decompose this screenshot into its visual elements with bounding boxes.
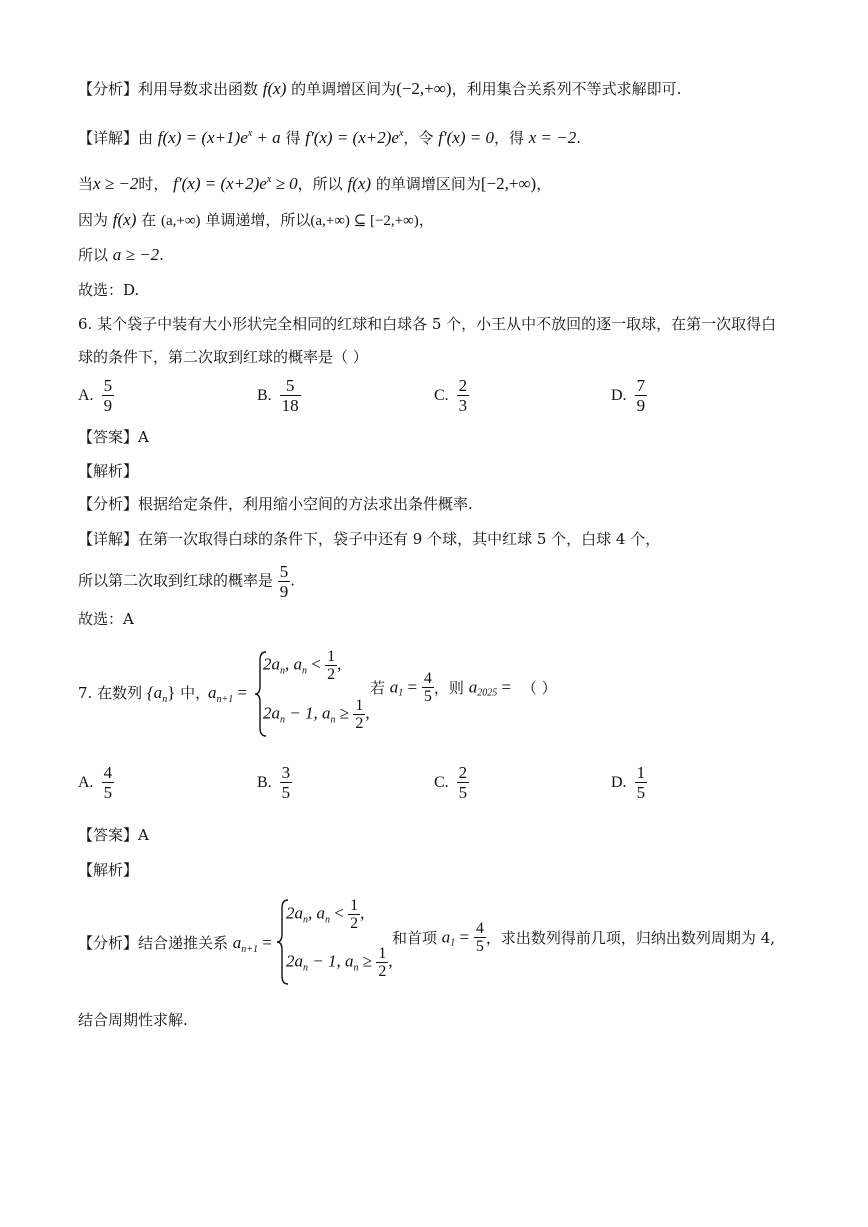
- math-eq4: x = −2: [528, 128, 577, 147]
- numerator: 4: [423, 670, 432, 687]
- math-sub: n+1: [241, 944, 259, 955]
- q6-option-c[interactable]: [434, 376, 469, 415]
- math-sub: n: [303, 962, 308, 974]
- option-fraction: [280, 376, 301, 415]
- math-sub: n: [280, 665, 285, 677]
- denominator: 3: [458, 396, 468, 415]
- math-comma: ,: [337, 654, 342, 674]
- q7-option-a[interactable]: [78, 763, 114, 802]
- math-brace: }: [167, 683, 176, 702]
- q7-jiexi: 【解析】: [78, 861, 139, 879]
- math-comma: ,: [365, 703, 370, 723]
- numerator: 5: [279, 562, 289, 581]
- math-eq: =: [258, 933, 272, 952]
- q7-analysis-mid: 和首项: [392, 929, 438, 947]
- case1-fraction: [325, 648, 337, 683]
- math-a: a: [468, 677, 478, 697]
- q5-line3-end: ，: [536, 175, 552, 193]
- math-a: a: [208, 683, 217, 702]
- math-seq: {a: [146, 683, 163, 702]
- math-sup: x: [247, 128, 253, 139]
- math-sup: x: [398, 128, 404, 139]
- q5-analysis-line: [78, 79, 681, 99]
- denominator: 2: [350, 915, 359, 932]
- math-a: a: [232, 933, 242, 952]
- math-rel: <: [330, 903, 344, 923]
- math-tail: − 1, a: [308, 951, 354, 971]
- q7-then-text: ，则: [433, 679, 464, 697]
- option-label: C.: [434, 386, 449, 404]
- q6-choose: 故选：A: [78, 610, 134, 628]
- q5-line4-end: ，: [418, 211, 434, 229]
- math-eq3: f′(x) = 0: [438, 128, 494, 147]
- q6-option-d[interactable]: [611, 376, 647, 415]
- q5-line5: [78, 245, 164, 265]
- denominator: 2: [327, 666, 336, 683]
- math-fx: f(x): [262, 79, 287, 98]
- math-fx: f(x): [347, 174, 372, 193]
- math-sub: 1: [398, 687, 404, 699]
- numerator: 3: [281, 763, 291, 782]
- q7-option-b[interactable]: [257, 763, 292, 802]
- math-a: a: [441, 927, 451, 947]
- q5-line4-mid: 单调递增，所以: [205, 211, 311, 229]
- math-cond: , a: [308, 903, 325, 923]
- math-sup: x: [266, 174, 272, 185]
- q6-analysis: 【分析】根据给定条件，利用缩小空间的方法求出条件概率.: [78, 495, 473, 513]
- math-sub: n: [330, 714, 336, 726]
- q7-option-c[interactable]: [434, 763, 469, 802]
- math-tail: + a: [252, 128, 281, 147]
- math-interval: (−2,+∞): [396, 79, 452, 98]
- numerator: 4: [475, 920, 484, 937]
- math-a: a: [389, 677, 399, 697]
- q5-detail-mid2: ，令: [403, 129, 434, 147]
- option-fraction: [280, 763, 293, 802]
- case2-fraction: [376, 945, 388, 980]
- q5-line4-in: 在: [141, 211, 157, 229]
- case2-fraction: [353, 697, 365, 732]
- q7-paren: （ ）: [521, 679, 557, 697]
- q6-detail: 【详解】在第一次取得白球的条件下，袋子中还有 9 个球，其中红球 5 个，白球 4 个，: [78, 530, 661, 548]
- math-sub: n: [280, 714, 285, 726]
- q7-analysis-prefix: [78, 933, 272, 960]
- math-comma: ,: [360, 903, 365, 923]
- denominator: 5: [636, 783, 646, 802]
- q7-analysis-case1: [286, 897, 364, 932]
- math-subset: (a,+∞) ⊆ [−2,+∞): [310, 213, 419, 229]
- q5-line3-text: 的单调增区间为: [375, 175, 481, 193]
- math-interval: [−2,+∞): [480, 174, 537, 193]
- math-sub: n: [303, 914, 308, 926]
- q5-detail-end: .: [576, 129, 582, 147]
- numerator: 1: [378, 945, 387, 962]
- q5-line5-so: 所以: [78, 246, 109, 264]
- case1-fraction: [348, 897, 360, 932]
- math-tail: ≥ 0: [271, 174, 298, 193]
- q7-initial: [370, 670, 557, 705]
- math-sub: n: [353, 962, 359, 974]
- numerator: 2: [458, 763, 468, 782]
- option-label: B.: [257, 386, 272, 404]
- q7-analysis-case2: [286, 945, 393, 980]
- option-label: A.: [78, 773, 94, 791]
- q5-line4: [78, 210, 434, 231]
- option-label: B.: [257, 773, 272, 791]
- q5-line5-end: .: [159, 246, 164, 264]
- q6-stem-line1: 6. 某个袋子中装有大小形状完全相同的红球和白球各 5 个，小王从中不放回的逐一取球，在第一次取得白: [78, 315, 777, 333]
- q5-detail-line: [78, 124, 581, 148]
- q6-answer: 【答案】A: [78, 428, 149, 446]
- numerator: 5: [280, 376, 301, 396]
- result-fraction: [278, 562, 291, 601]
- denominator: 5: [458, 783, 468, 802]
- math-sub: 2025: [477, 687, 498, 699]
- q5-line3-time: 时，: [138, 175, 169, 193]
- math-fx: f(x): [112, 210, 137, 229]
- option-label: C.: [434, 773, 449, 791]
- math-expr: 2a: [263, 703, 280, 723]
- q7-stem-prefix: [78, 683, 210, 710]
- option-fraction: [457, 763, 470, 802]
- q6-jiexi: 【解析】: [78, 462, 139, 480]
- denominator: 9: [103, 396, 113, 415]
- math-expr: 2a: [286, 903, 303, 923]
- math-comma: ,: [388, 951, 393, 971]
- math-sub: n+1: [216, 694, 234, 705]
- denominator: 9: [636, 396, 646, 415]
- option-fraction: [635, 763, 648, 802]
- numerator: 7: [636, 376, 646, 395]
- math-interval: (a,+∞): [160, 213, 201, 229]
- option-fraction: [457, 376, 470, 415]
- q7-if-text: 若: [370, 679, 386, 697]
- numerator: 1: [355, 697, 364, 714]
- math-cond: , a: [285, 654, 302, 674]
- q7-answer: 【答案】A: [78, 826, 149, 844]
- math-tail: − 1, a: [285, 703, 331, 723]
- q5-detail-mid1: 得: [285, 129, 301, 147]
- q6-option-a[interactable]: [78, 376, 114, 415]
- denominator: 5: [475, 938, 484, 955]
- q5-line3-mid: ，所以: [297, 175, 343, 193]
- q7-analysis-text: 【分析】结合递推关系: [78, 934, 229, 952]
- math-rel: <: [307, 654, 321, 674]
- q6-stem-line2: 球的条件下，第二次取到红球的概率是（ ）: [78, 348, 368, 366]
- denominator: 2: [378, 963, 387, 980]
- numerator: 1: [350, 897, 359, 914]
- denominator: 18: [281, 396, 299, 415]
- q7-analysis-tail: [392, 920, 775, 955]
- q7-option-d[interactable]: [611, 763, 647, 802]
- math-expr: 2a: [263, 654, 280, 674]
- math-sub: n: [162, 694, 168, 705]
- option-label: D.: [611, 773, 627, 791]
- math-eq: =: [455, 927, 470, 947]
- q5-detail-mid3: ，得: [493, 129, 524, 147]
- q5-choose: 故选：D.: [78, 281, 140, 299]
- numerator: 5: [103, 376, 113, 395]
- q7-case1: [263, 648, 341, 683]
- q5-line3: [78, 170, 551, 194]
- numerator: 4: [103, 763, 113, 782]
- q7-recurrence-lhs: [208, 683, 247, 705]
- q7-case2: [263, 697, 370, 732]
- math-cond: x ≥ −2: [93, 174, 139, 193]
- numerator: 2: [458, 376, 468, 395]
- q6-result: [78, 562, 295, 601]
- math-sub: n: [302, 665, 307, 677]
- q6-option-b[interactable]: [257, 376, 301, 415]
- denominator: 9: [279, 582, 289, 601]
- a1-fraction: [474, 920, 486, 955]
- q6-result-end: .: [290, 571, 296, 590]
- option-fraction: [102, 376, 115, 415]
- q5-analysis-mid: 的单调增区间为: [291, 80, 397, 98]
- q5-analysis-text: 【分析】利用导数求出函数: [78, 80, 259, 98]
- numerator: 1: [636, 763, 646, 782]
- q6-result-prefix: 所以第二次取到红球的概率是: [78, 571, 274, 590]
- denominator: 5: [281, 783, 291, 802]
- math-eq: a ≥ −2: [112, 245, 160, 264]
- q5-detail-prefix: 【详解】由: [78, 129, 154, 147]
- math-sub: 1: [450, 937, 456, 949]
- q5-analysis-suffix: ，利用集合关系列不等式求解即可.: [451, 80, 682, 98]
- q7-stem-text: 7. 在数列: [78, 684, 143, 702]
- q7-analysis-suffix: ，求出数列得前几项，归纳出数列周期为 4,: [485, 929, 776, 947]
- math-expr: 2a: [286, 951, 303, 971]
- option-fraction: [635, 376, 648, 415]
- math-rel: ≥: [335, 703, 350, 723]
- math-rel: ≥: [358, 951, 373, 971]
- math-eq: =: [403, 677, 418, 697]
- math-sub: n: [325, 914, 330, 926]
- math-eq: =: [233, 683, 248, 702]
- denominator: 2: [355, 715, 364, 732]
- q7-analysis-end: 结合周期性求解.: [78, 1011, 188, 1029]
- math-eq: f′(x) = (x+2)e: [173, 174, 267, 193]
- denominator: 5: [103, 783, 113, 802]
- q5-line4-because: 因为: [78, 211, 109, 229]
- denominator: 5: [423, 688, 432, 705]
- option-label: A.: [78, 386, 94, 404]
- q7-stem-mid: 中，: [180, 684, 211, 702]
- numerator: 1: [327, 648, 336, 665]
- math-eq2: f′(x) = (x+2)e: [305, 128, 399, 147]
- math-eq: =: [497, 677, 512, 697]
- q5-line3-when: 当: [78, 175, 94, 193]
- a1-fraction: [422, 670, 434, 705]
- math-eq1: f(x) = (x+1)e: [157, 128, 248, 147]
- option-fraction: [102, 763, 115, 802]
- option-label: D.: [611, 386, 627, 404]
